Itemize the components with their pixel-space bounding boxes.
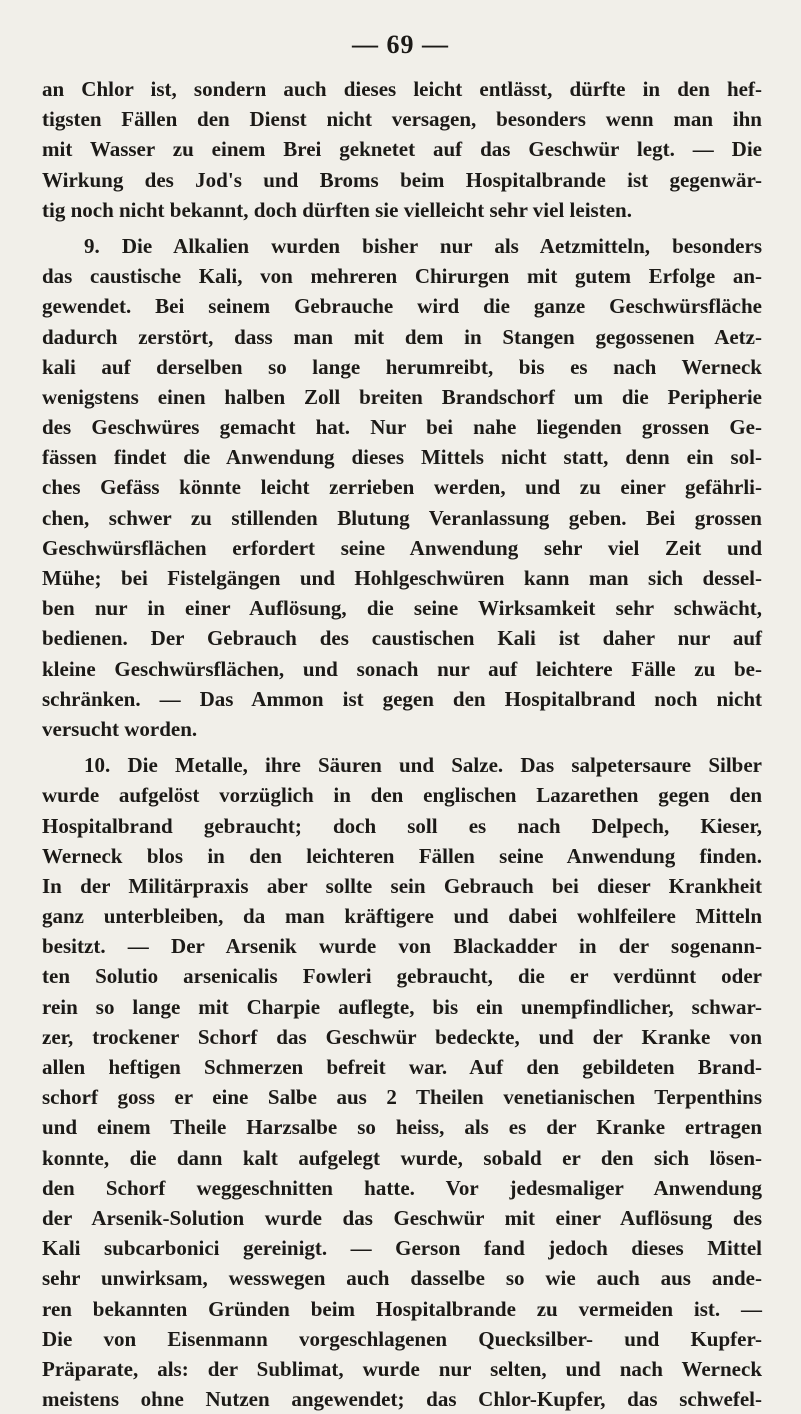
text-line: Präparate, als: der Sublimat, wurde nur selten, und nach Werneck — [42, 1356, 762, 1381]
text-line: Die von Eisenmann vorgeschlagenen Quecksilber- und Kupfer- — [42, 1326, 762, 1351]
text-line: besitzt. — Der Arsenik wurde von Blackadder in der sogenann- — [42, 934, 762, 959]
text-line: wurde aufgelöst vorzüglich in den englischen Lazarethen gegen den — [42, 783, 762, 808]
paragraph-9-start: 9. Die Alkalien wurden bisher nur als Aetzmitteln, besonders — [84, 233, 762, 258]
text-line: schränken. — Das Ammon ist gegen den Hospitalbrand noch nicht — [42, 686, 762, 711]
text-line: tig noch nicht bekannt, doch dürften sie vielleicht sehr viel leisten. — [42, 197, 632, 222]
text-line: des Geschwüres gemacht hat. Nur bei nahe liegenden grossen Ge- — [42, 415, 762, 440]
text-line: In der Militärpraxis aber sollte sein Gebrauch bei dieser Krankheit — [42, 873, 762, 898]
text-line: kleine Geschwürsflächen, und sonach nur auf leichtere Fälle zu be- — [42, 656, 762, 681]
text-line: meistens ohne Nutzen angewendet; das Chlor-Kupfer, das schwefel- — [42, 1387, 762, 1412]
text-line: das caustische Kali, von mehreren Chirurgen mit gutem Erfolge an- — [42, 264, 762, 289]
page-number: — 69 — — [352, 30, 449, 59]
text-line: Mühe; bei Fistelgängen und Hohlgeschwüren kann man sich dessel- — [42, 566, 762, 590]
text-line: kali auf derselben so lange herumreibt, bis es nach Werneck — [42, 354, 762, 379]
text-line: Werneck blos in den leichteren Fällen seine Anwendung finden. — [42, 843, 762, 868]
text-line: wenigstens einen halben Zoll breiten Brandschorf um die Peripherie — [42, 384, 762, 409]
text-line: der Arsenik-Solution wurde das Geschwür mit einer Auflösung des — [42, 1205, 762, 1230]
text-line: schorf goss er eine Salbe aus 2 Theilen venetianischen Terpenthins — [42, 1085, 762, 1110]
text-line: Geschwürsflächen erfordert seine Anwendung sehr viel Zeit und — [42, 535, 762, 560]
text-line: zer, trockener Schorf das Geschwür bedeckte, und der Kranke von — [42, 1024, 762, 1049]
text-line: Kali subcarbonici gereinigt. — Gerson fand jedoch dieses Mittel — [42, 1236, 762, 1261]
text-line: versucht worden. — [42, 716, 198, 741]
text-line: dadurch zerstört, dass man mit dem in Stangen gegossenen Aetz- — [42, 324, 762, 349]
text-line: ren bekannten Gründen beim Hospitalbrande zu vermeiden ist. — — [42, 1296, 762, 1321]
text-line: und einem Theile Harzsalbe so heiss, als es der Kranke ertragen — [42, 1115, 762, 1140]
text-line: ten Solutio arsenicalis Fowleri gebraucht, die er verdünnt oder — [42, 964, 762, 989]
text-line: ganz unterbleiben, da man kräftigere und dabei wohlfeilere Mitteln — [42, 904, 762, 929]
text-line: allen heftigen Schmerzen befreit war. Auf den gebildeten Brand- — [42, 1055, 762, 1079]
paragraph-10-start: 10. Die Metalle, ihre Säuren und Salze. Das salpetersaure Silber — [84, 753, 762, 778]
text-line: gewendet. Bei seinem Gebrauche wird die ganze Geschwürsfläche — [42, 294, 762, 319]
text-line: chen, schwer zu stillenden Blutung Veranlassung geben. Bei grossen — [42, 505, 762, 530]
text-line: mit Wasser zu einem Brei geknetet auf das Geschwür legt. — Die — [42, 137, 762, 162]
text-line: an Chlor ist, sondern auch dieses leicht entlässt, dürfte in den hef- — [42, 77, 762, 101]
text-line: sehr unwirksam, wesswegen auch dasselbe so wie auch aus ande- — [42, 1266, 762, 1291]
text-line: fässen findet die Anwendung dieses Mittels nicht statt, denn ein sol- — [42, 445, 762, 470]
text-line: bedienen. Der Gebrauch des caustischen Kali ist daher nur auf — [42, 626, 762, 651]
text-line: Hospitalbrand gebraucht; doch soll es nach Delpech, Kieser, — [42, 813, 762, 838]
text-line: konnte, die dann kalt aufgelegt wurde, sobald er den sich lösen- — [42, 1145, 762, 1170]
text-line: Wirkung des Jod's und Broms beim Hospitalbrande ist gegenwär- — [42, 167, 762, 192]
body-text — [42, 74, 762, 1414]
text-line: rein so lange mit Charpie auflegte, bis ein unempfindlicher, schwar- — [42, 994, 762, 1019]
text-line: ches Gefäss könnte leicht zerrieben werden, und zu einer gefährli- — [42, 475, 762, 500]
text-line: ben nur in einer Auflösung, die seine Wirksamkeit sehr schwächt, — [42, 596, 762, 621]
text-line: tigsten Fällen den Dienst nicht versagen, besonders wenn man ihn — [42, 107, 762, 132]
text-line: den Schorf weggeschnitten hatte. Vor jedesmaliger Anwendung — [42, 1175, 762, 1200]
